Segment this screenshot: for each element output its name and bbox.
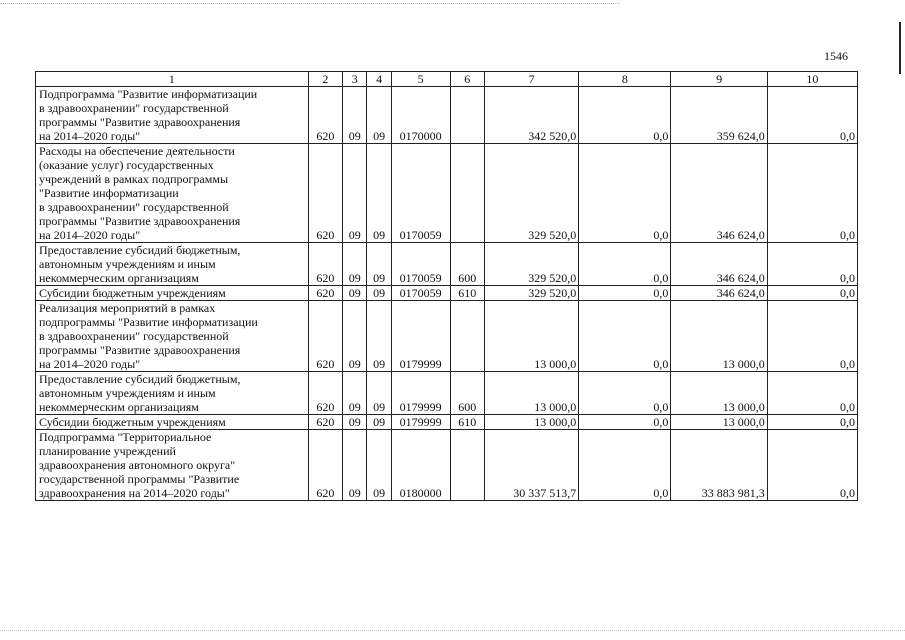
cell-col10: 0,0	[767, 430, 857, 501]
cell-col10: 0,0	[767, 301, 857, 372]
cell-col3: 09	[343, 430, 367, 501]
cell-col2: 620	[308, 301, 342, 372]
column-header: 3	[343, 72, 367, 87]
cell-col9: 346 624,0	[671, 286, 767, 301]
cell-col3: 09	[343, 144, 367, 243]
cell-col10: 0,0	[767, 87, 857, 144]
cell-col8: 0,0	[579, 301, 671, 372]
row-name: Подпрограмма "Развитие информатизации в здравоохранении" государственной программы "Развитие здравоохранения на 2014–2020 годы"	[36, 87, 309, 144]
column-header: 5	[391, 72, 450, 87]
row-name: Реализация мероприятий в рамках подпрограммы "Развитие информатизации в здравоохранении" государственной программы "Развитие здравоохранения на 2014–2020 годы"	[36, 301, 309, 372]
cell-col6	[450, 301, 484, 372]
cell-col9: 359 624,0	[671, 87, 767, 144]
cell-col4: 09	[367, 243, 391, 286]
cell-col9: 13 000,0	[671, 301, 767, 372]
row-name: Предоставление субсидий бюджетным, автономным учреждениям и иным некоммерческим организациям	[36, 243, 309, 286]
cell-col5: 0180000	[391, 430, 450, 501]
table-header-row	[36, 72, 858, 87]
cell-col9: 33 883 981,3	[671, 430, 767, 501]
cell-col6	[450, 430, 484, 501]
cell-col9: 13 000,0	[671, 415, 767, 430]
cell-col5: 0179999	[391, 415, 450, 430]
cell-col7: 13 000,0	[484, 415, 578, 430]
cell-col8: 0,0	[579, 87, 671, 144]
row-name: Субсидии бюджетным учреждениям	[36, 286, 309, 301]
scan-edge-bottom	[0, 630, 905, 631]
cell-col3: 09	[343, 87, 367, 144]
table-row	[36, 372, 858, 415]
cell-col6	[450, 144, 484, 243]
column-header: 7	[484, 72, 578, 87]
budget-table	[35, 71, 858, 501]
cell-col8: 0,0	[579, 372, 671, 415]
cell-col4: 09	[367, 301, 391, 372]
cell-col3: 09	[343, 243, 367, 286]
cell-col7: 342 520,0	[484, 87, 578, 144]
table-row	[36, 87, 858, 144]
cell-col2: 620	[308, 286, 342, 301]
column-header: 4	[367, 72, 391, 87]
cell-col6: 610	[450, 415, 484, 430]
cell-col6: 600	[450, 243, 484, 286]
cell-col2: 620	[308, 415, 342, 430]
cell-col4: 09	[367, 286, 391, 301]
cell-col4: 09	[367, 87, 391, 144]
cell-col9: 346 624,0	[671, 243, 767, 286]
scan-edge-right	[899, 22, 901, 74]
cell-col3: 09	[343, 286, 367, 301]
row-name: Предоставление субсидий бюджетным, автономным учреждениям и иным некоммерческим организациям	[36, 372, 309, 415]
cell-col2: 620	[308, 372, 342, 415]
cell-col8: 0,0	[579, 430, 671, 501]
cell-col5: 0179999	[391, 301, 450, 372]
cell-col4: 09	[367, 144, 391, 243]
cell-col9: 13 000,0	[671, 372, 767, 415]
row-name: Подпрограмма "Территориальное планирование учреждений здравоохранения автономного округа" государственной программы "Развитие здравоохранения на 2014–2020 годы"	[36, 430, 309, 501]
column-header: 2	[308, 72, 342, 87]
cell-col7: 13 000,0	[484, 301, 578, 372]
row-name: Расходы на обеспечение деятельности (оказание услуг) государственных учреждений в рамках подпрограммы "Развитие информатизации в здравоохранении" государственной программы "Развитие здравоохранения на 2014–2020 годы"	[36, 144, 309, 243]
cell-col2: 620	[308, 144, 342, 243]
cell-col4: 09	[367, 415, 391, 430]
cell-col2: 620	[308, 430, 342, 501]
page-number: 1546	[824, 49, 848, 63]
cell-col3: 09	[343, 415, 367, 430]
cell-col5: 0170000	[391, 87, 450, 144]
cell-col4: 09	[367, 430, 391, 501]
cell-col10: 0,0	[767, 243, 857, 286]
cell-col9: 346 624,0	[671, 144, 767, 243]
cell-col10: 0,0	[767, 144, 857, 243]
cell-col10: 0,0	[767, 286, 857, 301]
scan-edge-top	[0, 3, 620, 4]
cell-col5: 0179999	[391, 372, 450, 415]
cell-col6: 600	[450, 372, 484, 415]
cell-col6	[450, 87, 484, 144]
cell-col5: 0170059	[391, 286, 450, 301]
table-row	[36, 286, 858, 301]
cell-col7: 329 520,0	[484, 243, 578, 286]
cell-col2: 620	[308, 243, 342, 286]
column-header: 1	[36, 72, 309, 87]
table-row	[36, 301, 858, 372]
table-row	[36, 430, 858, 501]
row-name: Субсидии бюджетным учреждениям	[36, 415, 309, 430]
cell-col7: 30 337 513,7	[484, 430, 578, 501]
cell-col5: 0170059	[391, 144, 450, 243]
cell-col2: 620	[308, 87, 342, 144]
cell-col6: 610	[450, 286, 484, 301]
cell-col5: 0170059	[391, 243, 450, 286]
table-row	[36, 243, 858, 286]
cell-col10: 0,0	[767, 415, 857, 430]
cell-col8: 0,0	[579, 144, 671, 243]
cell-col7: 13 000,0	[484, 372, 578, 415]
cell-col7: 329 520,0	[484, 144, 578, 243]
column-header: 9	[671, 72, 767, 87]
cell-col8: 0,0	[579, 243, 671, 286]
column-header: 10	[767, 72, 857, 87]
cell-col8: 0,0	[579, 286, 671, 301]
cell-col4: 09	[367, 372, 391, 415]
column-header: 8	[579, 72, 671, 87]
cell-col8: 0,0	[579, 415, 671, 430]
column-header: 6	[450, 72, 484, 87]
cell-col10: 0,0	[767, 372, 857, 415]
table-row	[36, 415, 858, 430]
cell-col3: 09	[343, 372, 367, 415]
cell-col7: 329 520,0	[484, 286, 578, 301]
cell-col3: 09	[343, 301, 367, 372]
table-row	[36, 144, 858, 243]
